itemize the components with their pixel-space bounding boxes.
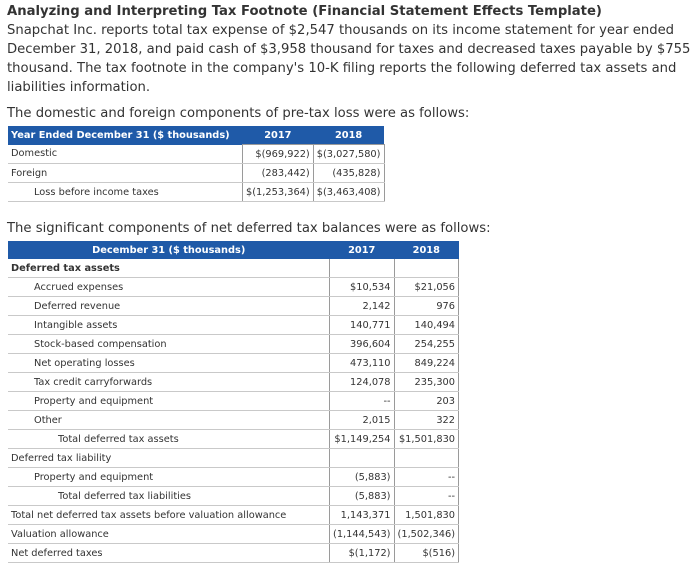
cell-2017: 2,015: [330, 411, 395, 430]
pretax-loss-table: [8, 126, 385, 202]
cell-2018: 1,501,830: [394, 506, 459, 525]
row-label: Total deferred tax assets: [8, 430, 330, 449]
deferred-intro: The significant components of net deferred tax balances were as follows:: [7, 221, 491, 236]
table-row: [8, 506, 459, 525]
cell-2018: $21,056: [394, 278, 459, 297]
row-label: Total deferred tax liabilities: [8, 487, 330, 506]
total-row: [8, 430, 459, 449]
header-2018: 2018: [313, 126, 384, 145]
row-label: Other: [8, 411, 330, 430]
cell-2018: 254,255: [394, 335, 459, 354]
table-row: [8, 297, 459, 316]
header-2017: 2017: [243, 126, 314, 145]
table-row: [8, 335, 459, 354]
row-label: Net operating losses: [8, 354, 330, 373]
empty-cell: [394, 449, 459, 468]
row-label: Stock-based compensation: [8, 335, 330, 354]
problem-paragraph: Snapchat Inc. reports total tax expense of $2,547 thousands on its income statement for year ended December 31, 2018, and paid cash of $3,958 thousand for taxes and decreased taxes payable by $755 thousand. The tax footnote in the company's 10-K filing reports the following deferred tax assets and liabilities information.: [7, 23, 691, 95]
row-label: Valuation allowance: [8, 525, 330, 544]
table-row: [8, 373, 459, 392]
empty-cell: [330, 449, 395, 468]
table-row: [8, 183, 384, 202]
cell-2018: 140,494: [394, 316, 459, 335]
row-label: Net deferred taxes: [8, 544, 330, 563]
cell-2018: (1,502,346): [394, 525, 459, 544]
total-row: [8, 487, 459, 506]
table-row: [8, 468, 459, 487]
row-label: Property and equipment: [8, 468, 330, 487]
header-2018: 2018: [394, 241, 459, 259]
cell-2018: 976: [394, 297, 459, 316]
row-label: Domestic: [8, 145, 243, 164]
cell-2017: 396,604: [330, 335, 395, 354]
cell-2017: 2,142: [330, 297, 395, 316]
section-row: [8, 259, 459, 278]
table-row: [8, 164, 384, 183]
cell-2017: --: [330, 392, 395, 411]
row-label: Accrued expenses: [8, 278, 330, 297]
cell-2017: $(1,253,364): [243, 183, 314, 202]
table-header-row: [8, 241, 459, 259]
cell-2018: (435,828): [313, 164, 384, 183]
cell-2017: (1,144,543): [330, 525, 395, 544]
deferred-tax-table: [8, 241, 459, 563]
cell-2018: --: [394, 468, 459, 487]
header-label: December 31 ($ thousands): [8, 241, 330, 259]
cell-2017: $(1,172): [330, 544, 395, 563]
header-2017: 2017: [330, 241, 395, 259]
table-row: [8, 316, 459, 335]
empty-cell: [394, 259, 459, 278]
table-row: [8, 145, 384, 164]
cell-2018: $1,501,830: [394, 430, 459, 449]
section-row: [8, 449, 459, 468]
section-assets: Deferred tax assets: [8, 259, 330, 278]
table-row: [8, 278, 459, 297]
row-label: Property and equipment: [8, 392, 330, 411]
cell-2017: $10,534: [330, 278, 395, 297]
cell-2017: (283,442): [243, 164, 314, 183]
row-label: Loss before income taxes: [8, 183, 243, 202]
table-row: [8, 354, 459, 373]
cell-2017: 124,078: [330, 373, 395, 392]
cell-2017: 1,143,371: [330, 506, 395, 525]
table-row: [8, 392, 459, 411]
cell-2018: $(3,463,408): [313, 183, 384, 202]
cell-2018: --: [394, 487, 459, 506]
cell-2018: 203: [394, 392, 459, 411]
row-label: Intangible assets: [8, 316, 330, 335]
cell-2017: $1,149,254: [330, 430, 395, 449]
cell-2017: (5,883): [330, 468, 395, 487]
cell-2017: 473,110: [330, 354, 395, 373]
cell-2018: $(516): [394, 544, 459, 563]
empty-cell: [330, 259, 395, 278]
pretax-intro: The domestic and foreign components of pre-tax loss were as follows:: [7, 106, 470, 121]
cell-2017: 140,771: [330, 316, 395, 335]
row-label: Tax credit carryforwards: [8, 373, 330, 392]
header-label: Year Ended December 31 ($ thousands): [8, 126, 243, 145]
row-label: Deferred revenue: [8, 297, 330, 316]
table-row: [8, 525, 459, 544]
cell-2017: (5,883): [330, 487, 395, 506]
cell-2018: 235,300: [394, 373, 459, 392]
cell-2018: 849,224: [394, 354, 459, 373]
row-label: Total net deferred tax assets before valuation allowance: [8, 506, 330, 525]
cell-2018: 322: [394, 411, 459, 430]
cell-2018: $(3,027,580): [313, 145, 384, 164]
row-label: Foreign: [8, 164, 243, 183]
cell-2017: $(969,922): [243, 145, 314, 164]
table-row: [8, 411, 459, 430]
page-title: Analyzing and Interpreting Tax Footnote (Financial Statement Effects Template): [7, 4, 602, 19]
section-liability: Deferred tax liability: [8, 449, 330, 468]
table-row: [8, 544, 459, 563]
table-header-row: [8, 126, 384, 145]
